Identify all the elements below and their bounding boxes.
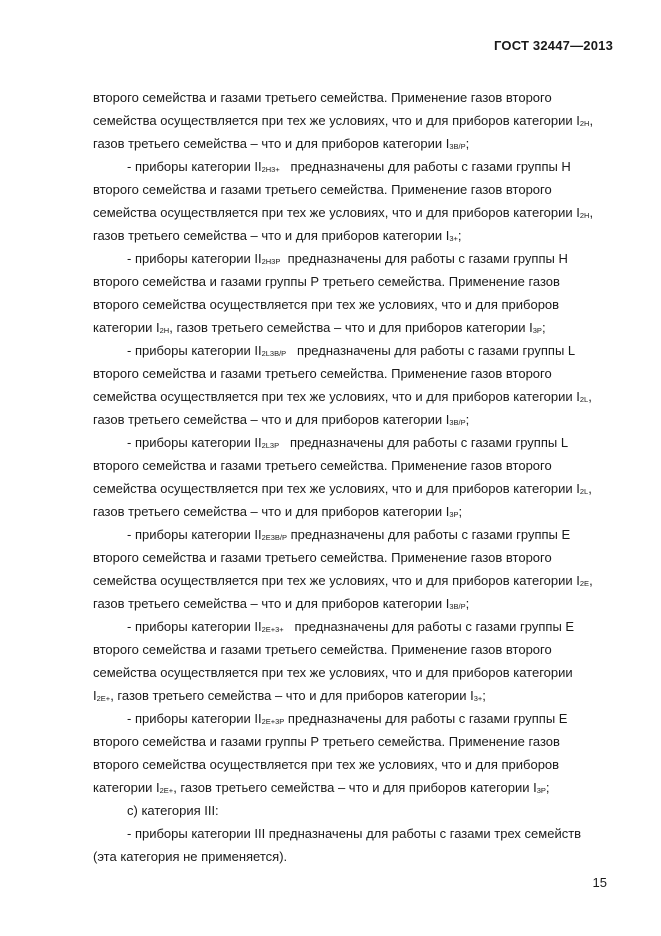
page-header-standard: ГОСТ 32447—2013 xyxy=(494,38,613,53)
text-segment: - приборы категории II xyxy=(127,251,262,266)
text-segment: ; xyxy=(482,688,486,703)
text-segment: газов третьего семейства – что и для приборов категории I xyxy=(93,504,450,519)
text-segment: семейства осуществляется при тех же условиях, что и для приборов категории I xyxy=(93,113,580,128)
text-segment: второго семейства и газами третьего семейства. Применение газов второго xyxy=(93,90,552,105)
text-line xyxy=(93,178,615,201)
text-segment: - приборы категории II xyxy=(127,435,262,450)
subscript: 3+ xyxy=(473,694,483,703)
text-line xyxy=(93,546,615,569)
text-line xyxy=(93,109,615,132)
text-segment: ; xyxy=(545,780,550,795)
text-line xyxy=(93,615,615,638)
text-segment: семейства осуществляется при тех же условиях, что и для приборов категории I xyxy=(93,481,580,496)
text-segment: второго семейства и газами третьего семейства. Применение газов второго xyxy=(93,550,552,565)
text-line xyxy=(93,661,615,684)
text-segment: категории I xyxy=(93,780,160,795)
subscript: 2L xyxy=(579,395,589,404)
text-segment: категории I xyxy=(93,320,160,335)
text-segment: семейства осуществляется при тех же условиях, что и для приборов категории xyxy=(93,665,573,680)
text-segment: газов третьего семейства – что и для приборов категории I xyxy=(93,136,450,151)
text-line xyxy=(93,293,615,316)
text-segment: газов третьего семейства – что и для приборов категории I xyxy=(93,228,450,243)
text-line xyxy=(93,569,615,592)
text-segment: , xyxy=(588,389,592,404)
subscript: 3P xyxy=(536,786,546,795)
subscript: 2E+3+ xyxy=(261,625,284,634)
text-segment: - приборы категории II xyxy=(127,343,262,358)
subscript: 3B/P xyxy=(449,418,466,427)
text-line xyxy=(93,155,615,178)
text-line xyxy=(93,86,615,109)
text-segment: ; xyxy=(457,228,462,243)
subscript: 3P xyxy=(532,326,542,335)
text-line xyxy=(93,385,615,408)
subscript: 2L3B/P xyxy=(261,349,287,358)
text-segment: предназначены для работы с газами группы L xyxy=(286,343,576,358)
text-segment: , xyxy=(588,481,592,496)
text-line xyxy=(93,477,615,500)
subscript: 2H3P xyxy=(261,257,281,266)
text-segment: второго семейства осуществляется при тех же условиях, что и для приборов xyxy=(93,297,560,312)
page-number: 15 xyxy=(592,875,607,890)
text-line xyxy=(93,316,615,339)
text-line xyxy=(93,753,615,776)
text-segment: предназначены для работы с газами группы H xyxy=(280,251,568,266)
text-segment: - приборы категории II xyxy=(127,619,262,634)
subscript: 2E3B/P xyxy=(261,533,288,542)
text-line xyxy=(93,247,615,270)
subscript: 2L xyxy=(579,487,589,496)
text-line xyxy=(93,454,615,477)
text-line xyxy=(93,339,615,362)
text-line xyxy=(93,592,615,615)
text-segment: предназначены для работы с газами группы H xyxy=(279,159,571,174)
body-text xyxy=(93,86,615,868)
text-segment: второго семейства и газами группы Р третьего семейства. Применение газов xyxy=(93,734,560,749)
text-line xyxy=(93,684,615,707)
text-segment: газов третьего семейства – что и для приборов категории I xyxy=(93,596,450,611)
text-segment: ; xyxy=(458,504,463,519)
subscript: 2H xyxy=(579,211,590,220)
text-segment: семейства осуществляется при тех же условиях, что и для приборов категории I xyxy=(93,205,580,220)
text-segment: , газов третьего семейства – что и для приборов категории I xyxy=(173,780,537,795)
text-segment: , xyxy=(589,205,594,220)
subscript: 3B/P xyxy=(449,602,466,611)
subscript: 2E+3P xyxy=(261,717,285,726)
text-segment: ; xyxy=(465,136,470,151)
text-segment: второго семейства и газами третьего семейства. Применение газов второго xyxy=(93,642,552,657)
text-line xyxy=(93,201,615,224)
text-line xyxy=(93,707,615,730)
text-segment: , газов третьего семейства – что и для приборов категории I xyxy=(110,688,474,703)
text-line xyxy=(93,431,615,454)
text-segment: семейства осуществляется при тех же условиях, что и для приборов категории I xyxy=(93,389,580,404)
text-segment: - приборы категории II xyxy=(127,527,262,542)
text-segment: газов третьего семейства – что и для приборов категории I xyxy=(93,412,450,427)
subscript: 3P xyxy=(449,510,459,519)
text-segment: второго семейства и газами третьего семейства. Применение газов второго xyxy=(93,182,552,197)
subscript: 3+ xyxy=(449,234,458,243)
text-line xyxy=(93,270,615,293)
text-segment: семейства осуществляется при тех же условиях, что и для приборов категории I xyxy=(93,573,580,588)
text-line xyxy=(93,224,615,247)
text-line xyxy=(93,132,615,155)
text-segment: второго семейства и газами группы Р третьего семейства. Применение газов xyxy=(93,274,560,289)
text-line xyxy=(93,822,615,845)
text-segment: , газов третьего семейства – что и для приборов категории I xyxy=(169,320,533,335)
text-segment: (эта категория не применяется). xyxy=(93,849,288,864)
text-segment: - приборы категории II xyxy=(127,711,262,726)
subscript: 2E xyxy=(579,579,590,588)
text-segment: I xyxy=(93,688,97,703)
text-line xyxy=(93,776,615,799)
text-segment: - приборы категории III предназначены для работы с газами трех семейств xyxy=(127,826,582,841)
text-segment: второго семейства и газами третьего семейства. Применение газов второго xyxy=(93,458,552,473)
subscript: 3B/P xyxy=(449,142,466,151)
text-line xyxy=(93,408,615,431)
text-segment: предназначены для работы с газами группы L xyxy=(279,435,569,450)
text-segment: с) категория III: xyxy=(127,803,219,818)
subscript: 2H xyxy=(159,326,170,335)
text-line xyxy=(93,362,615,385)
text-line xyxy=(93,730,615,753)
text-segment: предназначены для работы с газами группы E xyxy=(283,619,575,634)
text-segment: ; xyxy=(465,412,470,427)
text-segment: , xyxy=(589,113,594,128)
text-segment: второго семейства осуществляется при тех же условиях, что и для приборов xyxy=(93,757,560,772)
text-line xyxy=(93,500,615,523)
text-segment: второго семейства и газами третьего семейства. Применение газов второго xyxy=(93,366,552,381)
subscript: 2E+ xyxy=(96,694,111,703)
text-segment: предназначены для работы с газами группы E xyxy=(287,527,571,542)
text-segment: - приборы категории II xyxy=(127,159,262,174)
text-segment: , xyxy=(589,573,593,588)
text-line xyxy=(93,523,615,546)
subscript: 2E+ xyxy=(159,786,174,795)
text-line xyxy=(93,799,615,822)
subscript: 2L3P xyxy=(261,441,280,450)
text-segment: предназначены для работы с газами группы E xyxy=(284,711,568,726)
subscript: 2H xyxy=(579,119,590,128)
text-line xyxy=(93,638,615,661)
text-segment: ; xyxy=(465,596,470,611)
text-line xyxy=(93,845,615,868)
text-segment: ; xyxy=(541,320,546,335)
subscript: 2H3+ xyxy=(261,165,280,174)
